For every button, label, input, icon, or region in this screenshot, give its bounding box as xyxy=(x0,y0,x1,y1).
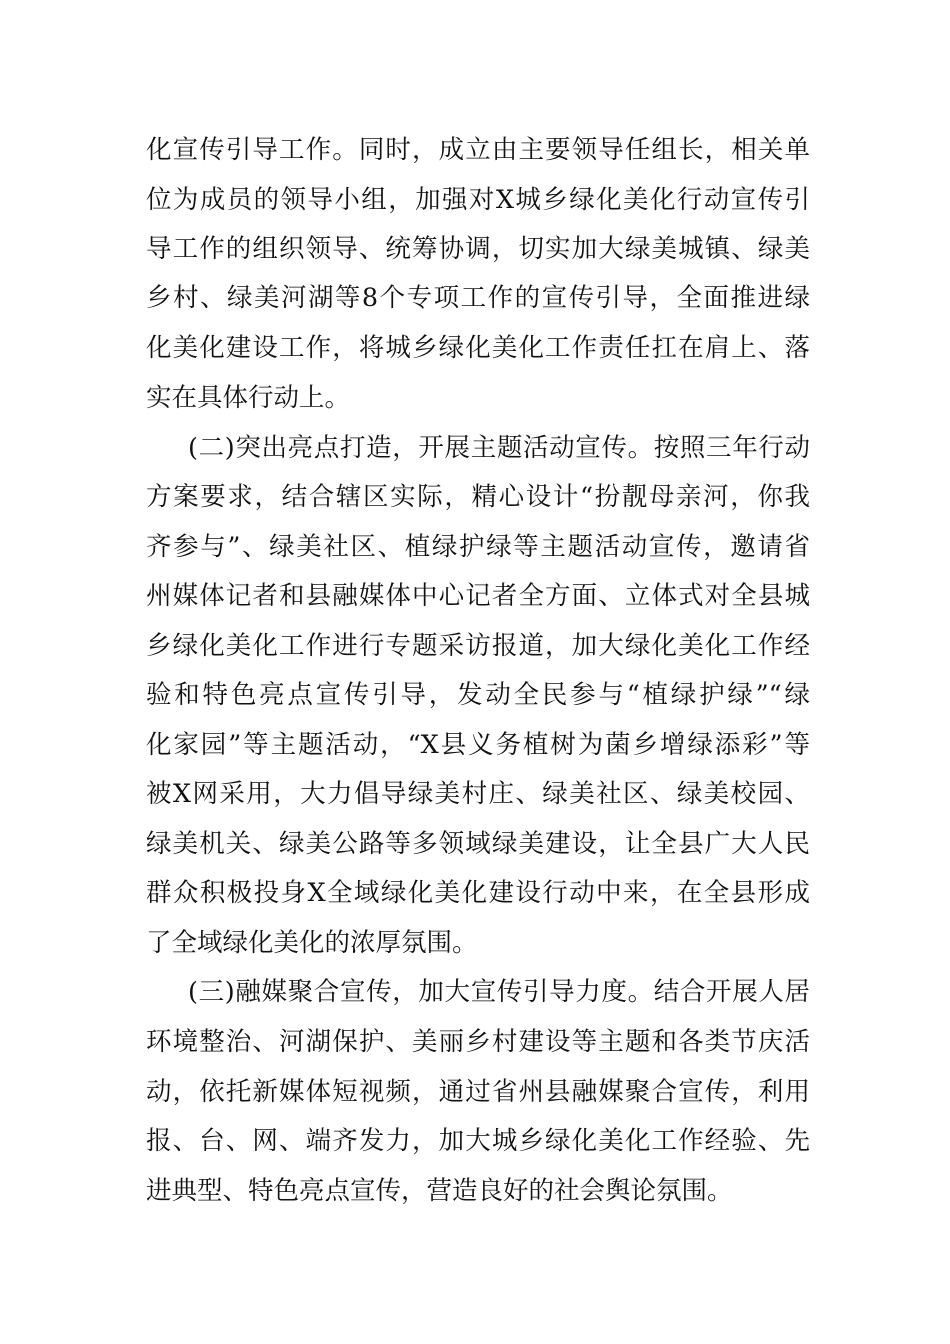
text-line: 方案要求，结合辖区实际，精心设计“扮靓母亲河，你我 xyxy=(146,482,810,512)
text-line: 齐参与”、绿美社区、植绿护绿等主题活动宣传，邀请省 xyxy=(146,532,810,562)
text-line: 位为成员的领导小组，加强对X城乡绿化美化行动宣传引 xyxy=(146,185,810,215)
text-line: 实在具体行动上。 xyxy=(146,383,351,413)
paragraph-2-first-line: (二)突出亮点打造，开展主题活动宣传。按照三年行动 xyxy=(188,433,810,463)
text-line: 群众积极投身X全域绿化美化建设行动中来，在全县形成 xyxy=(146,878,810,908)
text-line: 州媒体记者和县融媒体中心记者全方面、立体式对全县城 xyxy=(146,581,810,611)
text-line: 化宣传引导工作。同时，成立由主要领导任组长，相关单 xyxy=(146,135,810,165)
text-line: 化美化建设工作，将城乡绿化美化工作责任扛在肩上、落 xyxy=(146,333,810,363)
text-line: 被X网采用，大力倡导绿美村庄、绿美社区、绿美校园、 xyxy=(146,779,810,809)
text-line: 进典型、特色亮点宣传，营造良好的社会舆论氛围。 xyxy=(146,1176,733,1206)
text-line: 验和特色亮点宣传引导，发动全民参与“植绿护绿”“绿 xyxy=(146,680,810,710)
text-line: 化家园”等主题活动，“X县义务植树为菌乡增绿添彩”等 xyxy=(146,730,810,760)
text-line: 乡村、绿美河湖等8个专项工作的宣传引导，全面推进绿 xyxy=(146,283,810,313)
text-line: 乡绿化美化工作进行专题采访报道，加大绿化美化工作经 xyxy=(146,631,810,661)
text-line: 导工作的组织领导、统筹协调，切实加大绿美城镇、绿美 xyxy=(146,234,810,264)
text-line: 了全域绿化美化的浓厚氛围。 xyxy=(146,928,478,958)
paragraph-3-first-line: (三)融媒聚合宣传，加大宣传引导力度。结合开展人居 xyxy=(188,977,810,1007)
text-line: 环境整治、河湖保护、美丽乡村建设等主题和各类节庆活 xyxy=(146,1027,810,1057)
text-line: 报、台、网、端齐发力，加大城乡绿化美化工作经验、先 xyxy=(146,1126,810,1156)
text-line: 绿美机关、绿美公路等多领域绿美建设，让全县广大人民 xyxy=(146,829,810,859)
text-line: 动，依托新媒体短视频，通过省州县融媒聚合宣传，利用 xyxy=(146,1077,810,1107)
